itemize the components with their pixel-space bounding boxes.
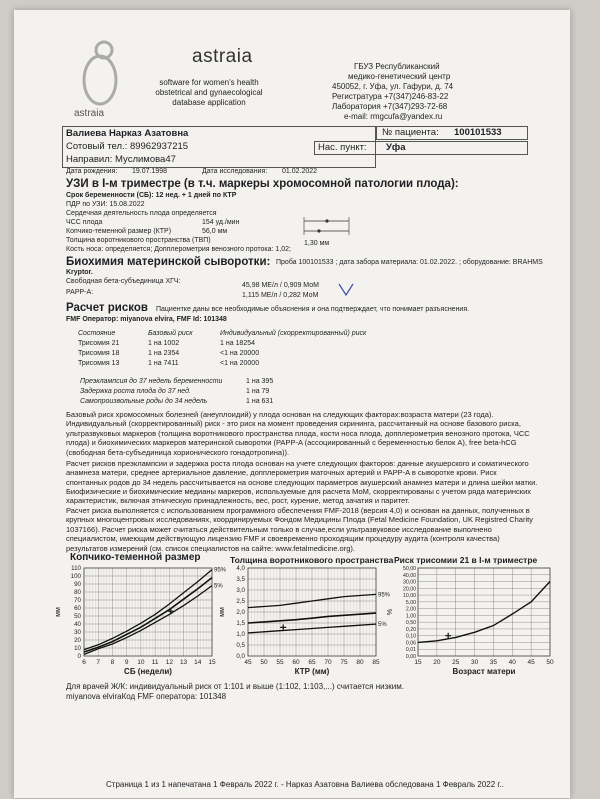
- biochem-sample: Проба 100101533 ; дата забора материала: 01.02.2022. ; оборудование: BRAHMS: [276, 259, 543, 266]
- pappa-label: PAPP-A:: [66, 289, 94, 296]
- x-tick-label: 80: [356, 659, 364, 666]
- x-axis-label: КТР (мм): [294, 667, 330, 676]
- y-tick-label: 3,0: [236, 587, 245, 594]
- series-label: 5%: [214, 583, 223, 590]
- institution-4: Регистратура +7(347)246-83-22: [332, 92, 449, 101]
- risk-row-2-individual: <1 на 20000: [220, 350, 260, 357]
- extra-risk-3-label: Самопроизвольные роды до 34 недель: [80, 398, 208, 405]
- risk-operator: FMF Оператор: miyanova elvira, FMF Id: 101348: [66, 316, 227, 323]
- y-tick-label: 10,00: [403, 593, 416, 600]
- y-tick-label: 1,0: [236, 631, 245, 638]
- risk-row-1-condition: Трисомия 21: [78, 340, 120, 347]
- locality: Уфа: [386, 142, 406, 153]
- y-tick-label: 0,20: [405, 626, 416, 633]
- y-tick-label: 2,0: [236, 609, 245, 616]
- patient-no-label: № пациента:: [382, 127, 439, 138]
- measurement-marker: [280, 624, 286, 630]
- extra-risk-1-label: Преэклампсия до 37 недель беременности: [80, 378, 223, 385]
- brand-name: astraia: [192, 46, 253, 67]
- locality-label: Нас. пункт:: [318, 142, 367, 153]
- x-tick-label: 30: [470, 659, 479, 666]
- y-tick-label: 0,00: [405, 654, 416, 660]
- x-tick-label: 20: [433, 659, 441, 666]
- extra-risk-1-value: 1 на 395: [246, 378, 274, 385]
- y-tick-label: 0,06: [405, 640, 416, 647]
- measure-label-1: ЧСС плода: [66, 219, 103, 226]
- dob: 19.07.1998: [132, 168, 168, 175]
- y-tick-label: 40,00: [403, 572, 416, 579]
- exam-date-label: Дата исследования:: [202, 168, 268, 175]
- y-axis-label: %: [387, 608, 394, 616]
- y-tick-label: 50: [74, 613, 81, 620]
- y-axis-label: мм: [219, 607, 226, 617]
- x-tick-label: 60: [292, 659, 300, 666]
- series-label: 95%: [214, 567, 227, 574]
- paragraph-medians: Биофизические и биохимические медианы маркеров, используемые для расчета МоМ, скорректированы с учетом ряда материнских характеристик, включая этническую принадлежность, вес, рост, курение, метод зачатия и паритет.: [66, 487, 532, 506]
- exam-date: 01.02.2022: [282, 168, 318, 175]
- x-tick-label: 10: [137, 659, 145, 666]
- t21-chart: [386, 562, 562, 682]
- paragraph-preeclampsia: Расчет рисков преэклампсии и задержка роста плода основан на учете следующих факторов: данные акушерского и соматического анамнеза матери, среднее артериальное давление, допплерометрия маточных артерий и PAPP-A в сыворотке крови. Риск спонтанных родов до 34 недель рассчитывается на основе следующих параметров акушерский анамнез матери и длина шейки матки.: [66, 459, 538, 487]
- series-line-50pct: [84, 578, 212, 652]
- hcg-label: Свободная бета-субъединица ХГЧ:: [66, 278, 181, 285]
- y-tick-label: 0,50: [405, 620, 416, 627]
- measure-value-1: 154 уд./мин: [202, 219, 240, 226]
- due-date-line: ПДР по УЗИ: 15.08.2022: [66, 201, 145, 208]
- y-tick-label: 90: [74, 581, 81, 588]
- tagline-2: obstetrical and gynaecological: [155, 88, 263, 97]
- chart-3-title: Риск трисомии 21 в I-м триместре: [394, 555, 538, 565]
- x-tick-label: 75: [340, 659, 348, 666]
- x-tick-label: 11: [151, 659, 159, 666]
- heart-line: Сердечная деятельность плода определяется: [66, 210, 217, 217]
- x-tick-label: 70: [324, 659, 332, 666]
- y-tick-label: 3,5: [236, 576, 245, 583]
- nasal-doppler-line: Кость носа: определяется; Допплерометрия венозного протока: 1,02;: [66, 246, 291, 253]
- risk-row-3-base: 1 на 7411: [148, 360, 179, 367]
- y-tick-label: 1,5: [236, 620, 245, 627]
- y-tick-label: 2,5: [236, 598, 245, 605]
- institution-6: e-mail: rmgcufa@yandex.ru: [344, 112, 443, 121]
- x-tick-label: 65: [308, 659, 316, 666]
- chart-2-title: Толщина воротникового пространства: [230, 555, 394, 565]
- plot-frame: [418, 568, 550, 656]
- x-tick-label: 50: [546, 659, 554, 666]
- risk-row-1-base: 1 на 1002: [148, 340, 180, 347]
- biochem-title: Биохимия материнской сыворотки:: [66, 256, 271, 268]
- y-tick-label: 60: [74, 605, 81, 612]
- y-tick-label: 2,00: [405, 606, 416, 613]
- y-tick-label: 0,10: [405, 633, 416, 640]
- y-tick-label: 0: [77, 653, 81, 660]
- patient-phone: Сотовый тел.: 89962937215: [66, 141, 189, 152]
- x-tick-label: 50: [260, 659, 268, 666]
- y-tick-label: 4,0: [236, 565, 245, 572]
- y-tick-label: 40: [74, 621, 81, 628]
- y-tick-label: 80: [74, 589, 81, 596]
- risk-row-1-individual: 1 на 18254: [220, 340, 256, 347]
- x-tick-label: 9: [124, 659, 129, 666]
- risk-title: Расчет рисков: [66, 302, 148, 314]
- measure-label-2: Копчико-теменной размер (КТР): [66, 228, 172, 235]
- y-tick-label: 10: [74, 645, 81, 652]
- x-tick-label: 15: [414, 659, 422, 666]
- biochem-kryptor: Kryptor.: [66, 269, 93, 276]
- x-tick-label: 85: [372, 659, 380, 666]
- x-axis-label: Возраст матери: [452, 667, 516, 676]
- x-tick-label: 8: [110, 659, 115, 666]
- institution-5: Лаборатория +7(347)293-72-68: [332, 102, 448, 111]
- y-axis-label: мм: [55, 607, 62, 617]
- y-tick-label: 0,01: [405, 647, 416, 654]
- x-tick-label: 45: [527, 659, 535, 666]
- tagline-3: database application: [172, 98, 246, 107]
- measure-label-3: Толщина воротникового пространства (ТВП): [66, 237, 211, 244]
- hcg-value: 45,98 МЕ/л / 0,909 МоМ: [242, 282, 319, 289]
- x-tick-label: 55: [276, 659, 284, 666]
- series-label: 5%: [378, 622, 387, 629]
- institution-3: 450052, г. Уфа, ул. Гафури, д. 74: [332, 82, 454, 91]
- patient-name: Валиева Нарказ Азатовна: [66, 128, 189, 139]
- chart-1-title: Копчико-теменной размер: [70, 552, 201, 563]
- series-line-base-risk: [418, 582, 550, 643]
- measure-range-bars: [299, 215, 359, 245]
- y-tick-label: 1,00: [405, 613, 416, 620]
- risk-row-2-condition: Трисомия 18: [78, 350, 120, 357]
- handwritten-arrow-icon: [336, 282, 356, 298]
- risk-row-3-individual: <1 на 20000: [220, 360, 260, 367]
- y-tick-label: 5,00: [405, 599, 416, 606]
- y-tick-label: 30,00: [403, 579, 416, 586]
- risk-consent: Пациентке даны все необходимые объяснения и она подтверждает, что понимает разъяснения.: [156, 306, 470, 313]
- x-tick-label: 13: [179, 659, 188, 666]
- institution-2: медико-генетический центр: [348, 72, 451, 81]
- patient-referred: Направил: Муслимова47: [66, 154, 176, 165]
- y-tick-label: 70: [74, 597, 81, 604]
- x-tick-label: 35: [489, 659, 498, 666]
- x-axis-label: СБ (недели): [124, 667, 172, 676]
- risk-row-2-base: 1 на 2354: [148, 350, 180, 357]
- dob-label: Дата рождения:: [66, 168, 118, 175]
- gestation-line: Срок беременности (СБ): 12 нед. + 1 дней по КТР: [66, 192, 237, 199]
- x-tick-label: 45: [244, 659, 252, 666]
- report-page: [14, 10, 570, 798]
- y-tick-label: 0,0: [236, 653, 245, 660]
- extra-risk-2-value: 1 на 79: [246, 388, 270, 395]
- y-tick-label: 50,00: [403, 566, 416, 572]
- series-label: 95%: [378, 592, 391, 599]
- y-tick-label: 0,5: [236, 642, 245, 649]
- risk-header-individual: Индивидуальный (скорректированный) риск: [220, 330, 367, 337]
- measure-value-3: 1,30 мм: [304, 240, 330, 247]
- x-tick-label: 12: [165, 659, 173, 666]
- ultrasound-title: УЗИ в I-м триместре (в т.ч. маркеры хромосомной патологии плода):: [66, 178, 459, 190]
- pappa-value: 1,115 МЕ/л / 0,282 МоМ: [242, 292, 319, 299]
- y-tick-label: 20: [74, 637, 81, 644]
- measure-value-2: 56,0 мм: [202, 228, 228, 235]
- x-tick-label: 40: [508, 659, 516, 666]
- footer-note-1: Для врачей Ж/К: индивидуальный риск от 1:101 и выше (1:102, 1:103,...) считается низким.: [66, 682, 404, 691]
- series-line-95pct: [84, 570, 212, 650]
- paragraph-base-risk: Базовый риск хромосомных болезней (анеуплоидий) у плода основан на следующих факторах:возраста матери (23 года). Индивидуальный (скорректированный) риск - это риск на момент проведения скрининга, рассчитанный на основе базового риска, ультразвуковых маркеров (толщина воротникового пространства плода, кости носа плода, допплерометрия венозного протока, ЧСС плода) и биохимических маркеров материнской сыворотки (PAPP-A (ассоциированный с беременностью белок А), free beta-hCG (свободная бета-субъединица хорионического гонадотропина)).: [66, 410, 530, 457]
- paragraph-software: Расчет риска выполняется с использованием программного обеспечения FMF-2018 (версия 4,0) и основан на данных, полученных в крупных многоцентровых исследованиях, координируемых Фондом Медицины Плода (Fetal Medicine Foundation, UK Registred Charity 1037166). Расчет риска может считаться действительным только в случае,если ультразвуковое исследование выполнено специалистом, имеющим действующую лицензию FMF и своевременно проходящим процедуру аудита (контроля качества) результатов измерений (см. список специалистов на сайте: www.fetalmedicine.org).: [66, 506, 533, 553]
- series-line-5pct: [84, 586, 212, 655]
- nt-chart: [219, 562, 392, 682]
- footer-note-2: miyanova elviraКод FMF оператора: 101348: [66, 692, 227, 701]
- x-tick-label: 15: [208, 659, 216, 666]
- extra-risk-3-value: 1 на 631: [246, 398, 274, 405]
- risk-header-condition: Состояние: [78, 330, 116, 337]
- logo-small-text: astraia: [74, 108, 105, 119]
- patient-no: 100101533: [454, 127, 502, 138]
- institution-1: ГБУЗ Республиканский: [354, 62, 440, 71]
- footer-page: Страница 1 из 1 напечатана 1 Февраль 2022 г. - Нарказ Азатовна Валиева обследована 1 Февраль 2022 г..: [106, 780, 504, 789]
- y-tick-label: 110: [71, 565, 81, 572]
- x-tick-label: 14: [194, 659, 202, 666]
- y-tick-label: 20,00: [403, 586, 416, 593]
- tagline-1: software for women's health: [159, 78, 259, 87]
- risk-row-3-condition: Трисомия 13: [78, 360, 120, 367]
- crl-chart: [54, 562, 229, 682]
- risk-header-base: Базовый риск: [148, 330, 193, 337]
- y-tick-label: 100: [70, 573, 81, 580]
- x-tick-label: 25: [452, 659, 460, 666]
- x-tick-label: 7: [96, 659, 101, 666]
- x-tick-label: 6: [82, 659, 86, 666]
- y-tick-label: 30: [74, 629, 81, 636]
- extra-risk-2-label: Задержка роста плода до 37 нед.: [80, 388, 191, 395]
